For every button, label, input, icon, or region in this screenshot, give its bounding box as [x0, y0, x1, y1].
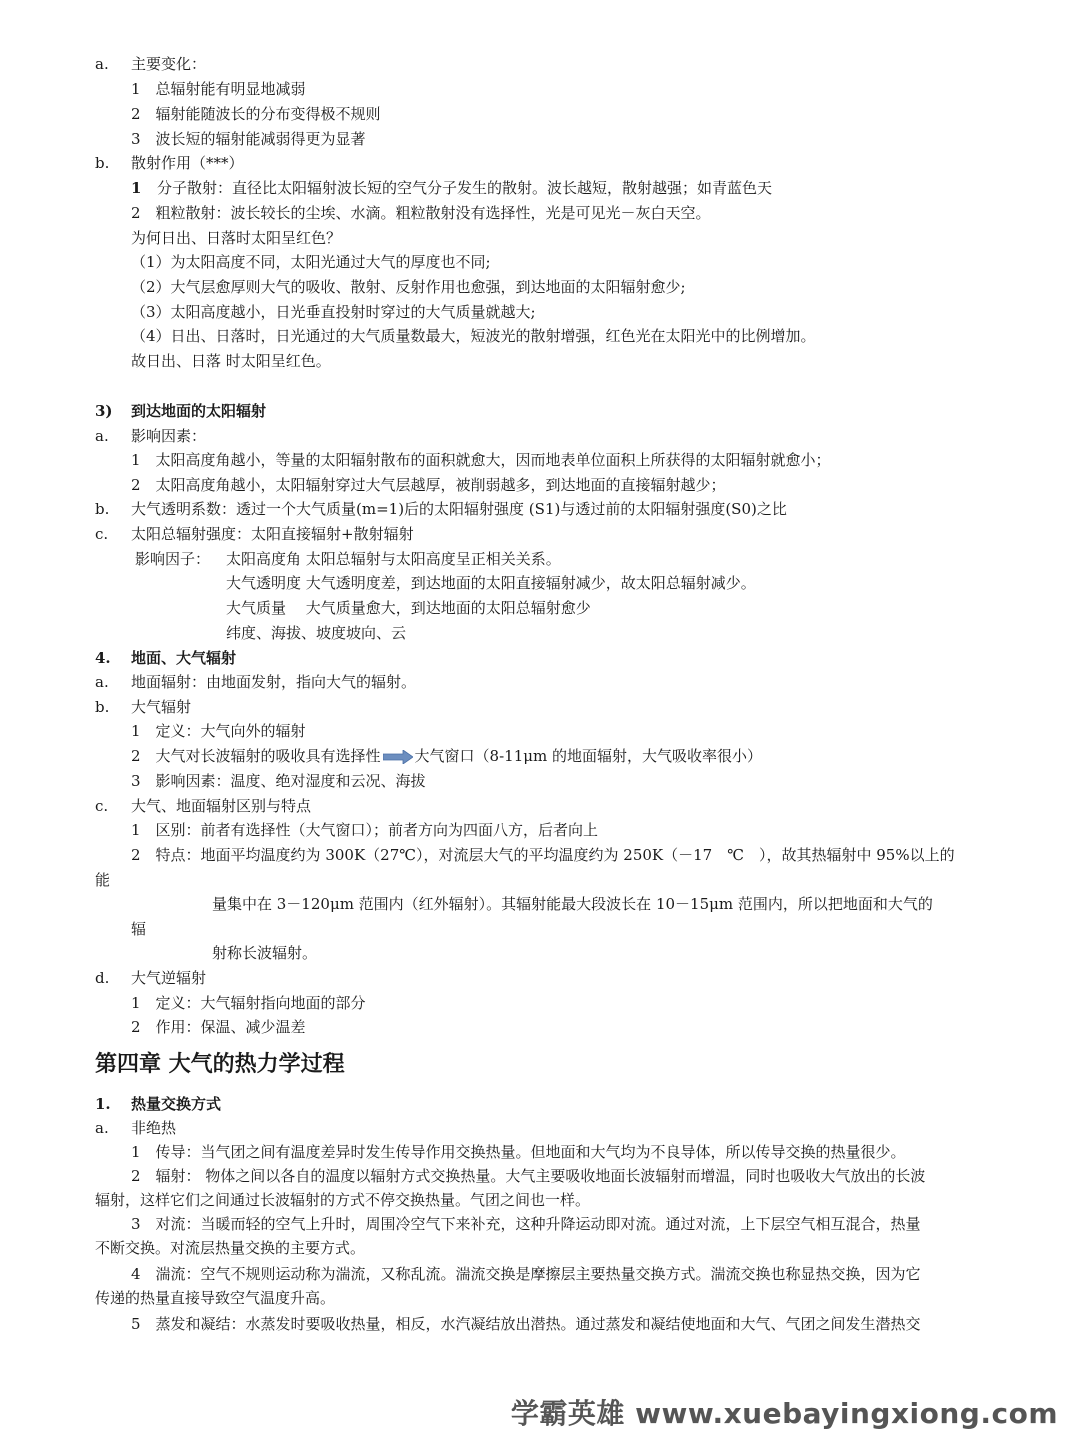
- list-item-left: 2 大气对长波辐射的吸收具有选择性: [131, 747, 381, 765]
- paragraph-line: 传递的热量直接导致空气温度升高。: [95, 1289, 336, 1307]
- wrapped-char: 辐: [131, 920, 147, 938]
- watermark: 学霸英雄 www.xuebayingxiong.com: [510, 1397, 1058, 1430]
- wrapped-char: 能: [95, 871, 111, 889]
- heading-differences: 大气、地面辐射区别与特点: [131, 797, 312, 815]
- chapter-title: 第四章 大气的热力学过程: [95, 1052, 345, 1077]
- section-title: 热量交换方式: [131, 1095, 222, 1113]
- section-title: 到达地面的太阳辐射: [131, 402, 267, 420]
- list-marker: c.: [95, 525, 109, 543]
- heading-atmo-radiation: 大气辐射: [131, 698, 192, 716]
- list-marker: a.: [95, 673, 109, 691]
- list-marker: d.: [95, 969, 110, 987]
- heading-factors: 影响因素：: [131, 427, 207, 445]
- list-item-right: 大气窗口（8-11μm 的地面辐射，大气吸收率很小）: [414, 747, 762, 765]
- section-number: 1.: [95, 1095, 111, 1113]
- right-arrow-icon: [383, 750, 413, 764]
- paragraph-line: 3 对流：当暖而轻的空气上升时，周围冷空气下来补充，这种升降运动即对流。通过对流，上下层空气相互混合，热量: [131, 1215, 921, 1233]
- question-text: 为何日出、日落时太阳呈红色？: [131, 229, 342, 247]
- heading-counter-radiation: 大气逆辐射: [131, 969, 207, 987]
- factor-item: 太阳高度角 太阳总辐射与太阳高度呈正相关关系。: [226, 550, 561, 568]
- list-item: 2 太阳高度角越小，太阳辐射穿过大气层越厚，被削弱越多，到达地面的直接辐射越少；: [131, 476, 726, 494]
- list-marker: a.: [95, 427, 109, 445]
- reason-item: （4）日出、日落时，日光通过的大气质量数最大，短波光的散射增强，红色光在太阳光中的比例增加。: [131, 327, 816, 345]
- definition-text: 大气透明系数：透过一个大气质量(m=1)后的太阳辐射强度 (S1)与透过前的太阳辐射强度(S0)之比: [131, 500, 787, 518]
- definition-text: 地面辐射：由地面发射，指向大气的辐射。: [131, 673, 417, 691]
- list-item: 1 总辐射能有明显地减弱: [131, 80, 306, 98]
- list-item: 2 特点：地面平均温度约为 300K（27℃），对流层大气的平均温度约为 250K（－17 ℃ ），故其热辐射中 95%以上的: [131, 846, 955, 864]
- list-item: 2 作用：保温、减少温差: [131, 1018, 306, 1036]
- section-title: 地面、大气辐射: [131, 649, 237, 667]
- list-item: 3 波长短的辐射能减弱得更为显著: [131, 130, 366, 148]
- factor-item: 大气透明度 大气透明度差，到达地面的太阳直接辐射减少，故太阳总辐射减少。: [226, 574, 756, 592]
- reason-item: （3）太阳高度越小，日光垂直投射时穿过的大气质量就越大;: [131, 303, 536, 321]
- paragraph-line: 5 蒸发和凝结：水蒸发时要吸收热量，相反，水汽凝结放出潜热。通过蒸发和凝结使地面和大气、气团之间发生潜热交: [131, 1315, 921, 1333]
- list-item-continued: 量集中在 3－120μm 范围内（红外辐射）。其辐射能最大段波长在 10－15μm 范围内，所以把地面和大气的: [212, 895, 933, 913]
- paragraph-line: 4 湍流：空气不规则运动称为湍流，又称乱流。湍流交换是摩擦层主要热量交换方式。湍流交换也称显热交换，因为它: [131, 1265, 921, 1283]
- list-marker: b.: [95, 698, 110, 716]
- section-number: 3): [95, 402, 113, 420]
- list-item: 2 粗粒散射：波长较长的尘埃、水滴。粗粒散射没有选择性，光是可见光－灰白天空。: [131, 204, 711, 222]
- list-number: 1: [131, 179, 142, 197]
- list-item: 1 定义：大气辐射指向地面的部分: [131, 994, 366, 1012]
- reason-item: （2）大气层愈厚则大气的吸收、散射、反射作用也愈强，到达地面的太阳辐射愈少;: [131, 278, 686, 296]
- factor-item: 大气质量 大气质量愈大，到达地面的太阳总辐射愈少: [226, 599, 591, 617]
- paragraph-line: 不断交换。对流层热量交换的主要方式。: [95, 1239, 366, 1257]
- factor-item: 纬度、海拔、坡度坡向、云: [226, 624, 407, 642]
- reason-item: （1）为太阳高度不同，太阳光通过大气的厚度也不同;: [131, 253, 491, 271]
- list-item-continued: 射称长波辐射。: [212, 944, 318, 962]
- list-marker: b.: [95, 500, 110, 518]
- heading-non-adiabatic: 非绝热: [131, 1119, 177, 1137]
- list-item: 1 区别：前者有选择性（大气窗口）；前者方向为四面八方，后者向上: [131, 821, 599, 839]
- list-marker: b.: [95, 154, 110, 172]
- heading-main-changes: 主要变化：: [131, 55, 207, 73]
- list-item: 1 定义：大气向外的辐射: [131, 722, 306, 740]
- list-marker: c.: [95, 797, 109, 815]
- paragraph-line: 2 辐射： 物体之间以各自的温度以辐射方式交换热量。大气主要吸收地面长波辐射而增温，同时也吸收大气放出的长波: [131, 1167, 926, 1185]
- list-item: 分子散射：直径比太阳辐射波长短的空气分子发生的散射。波长越短，散射越强；如青蓝色天: [157, 179, 773, 197]
- factor-label: 影响因子：: [135, 550, 211, 568]
- list-marker: a.: [95, 1119, 109, 1137]
- list-item: 3 影响因素：温度、绝对湿度和云况、海拔: [131, 772, 426, 790]
- list-item: 2 辐射能随波长的分布变得极不规则: [131, 105, 381, 123]
- section-number: 4.: [95, 649, 111, 667]
- definition-text: 太阳总辐射强度：太阳直接辐射+散射辐射: [131, 525, 414, 543]
- list-item-with-arrow: [131, 746, 762, 766]
- paragraph-line: 1 传导：当气团之间有温度差异时发生传导作用交换热量。但地面和大气均为不良导体，所以传导交换的热量很少。: [131, 1143, 906, 1161]
- conclusion-text: 故日出、日落 时太阳呈红色。: [131, 352, 331, 370]
- list-item: 1 太阳高度角越小，等量的太阳辐射散布的面积就愈大，因而地表单位面积上所获得的太阳辐射就愈小；: [131, 451, 831, 469]
- heading-scattering: 散射作用（***）: [131, 154, 244, 172]
- paragraph-line: 辐射，这样它们之间通过长波辐射的方式不停交换热量。气团之间也一样。: [95, 1191, 591, 1209]
- list-marker: a.: [95, 55, 109, 73]
